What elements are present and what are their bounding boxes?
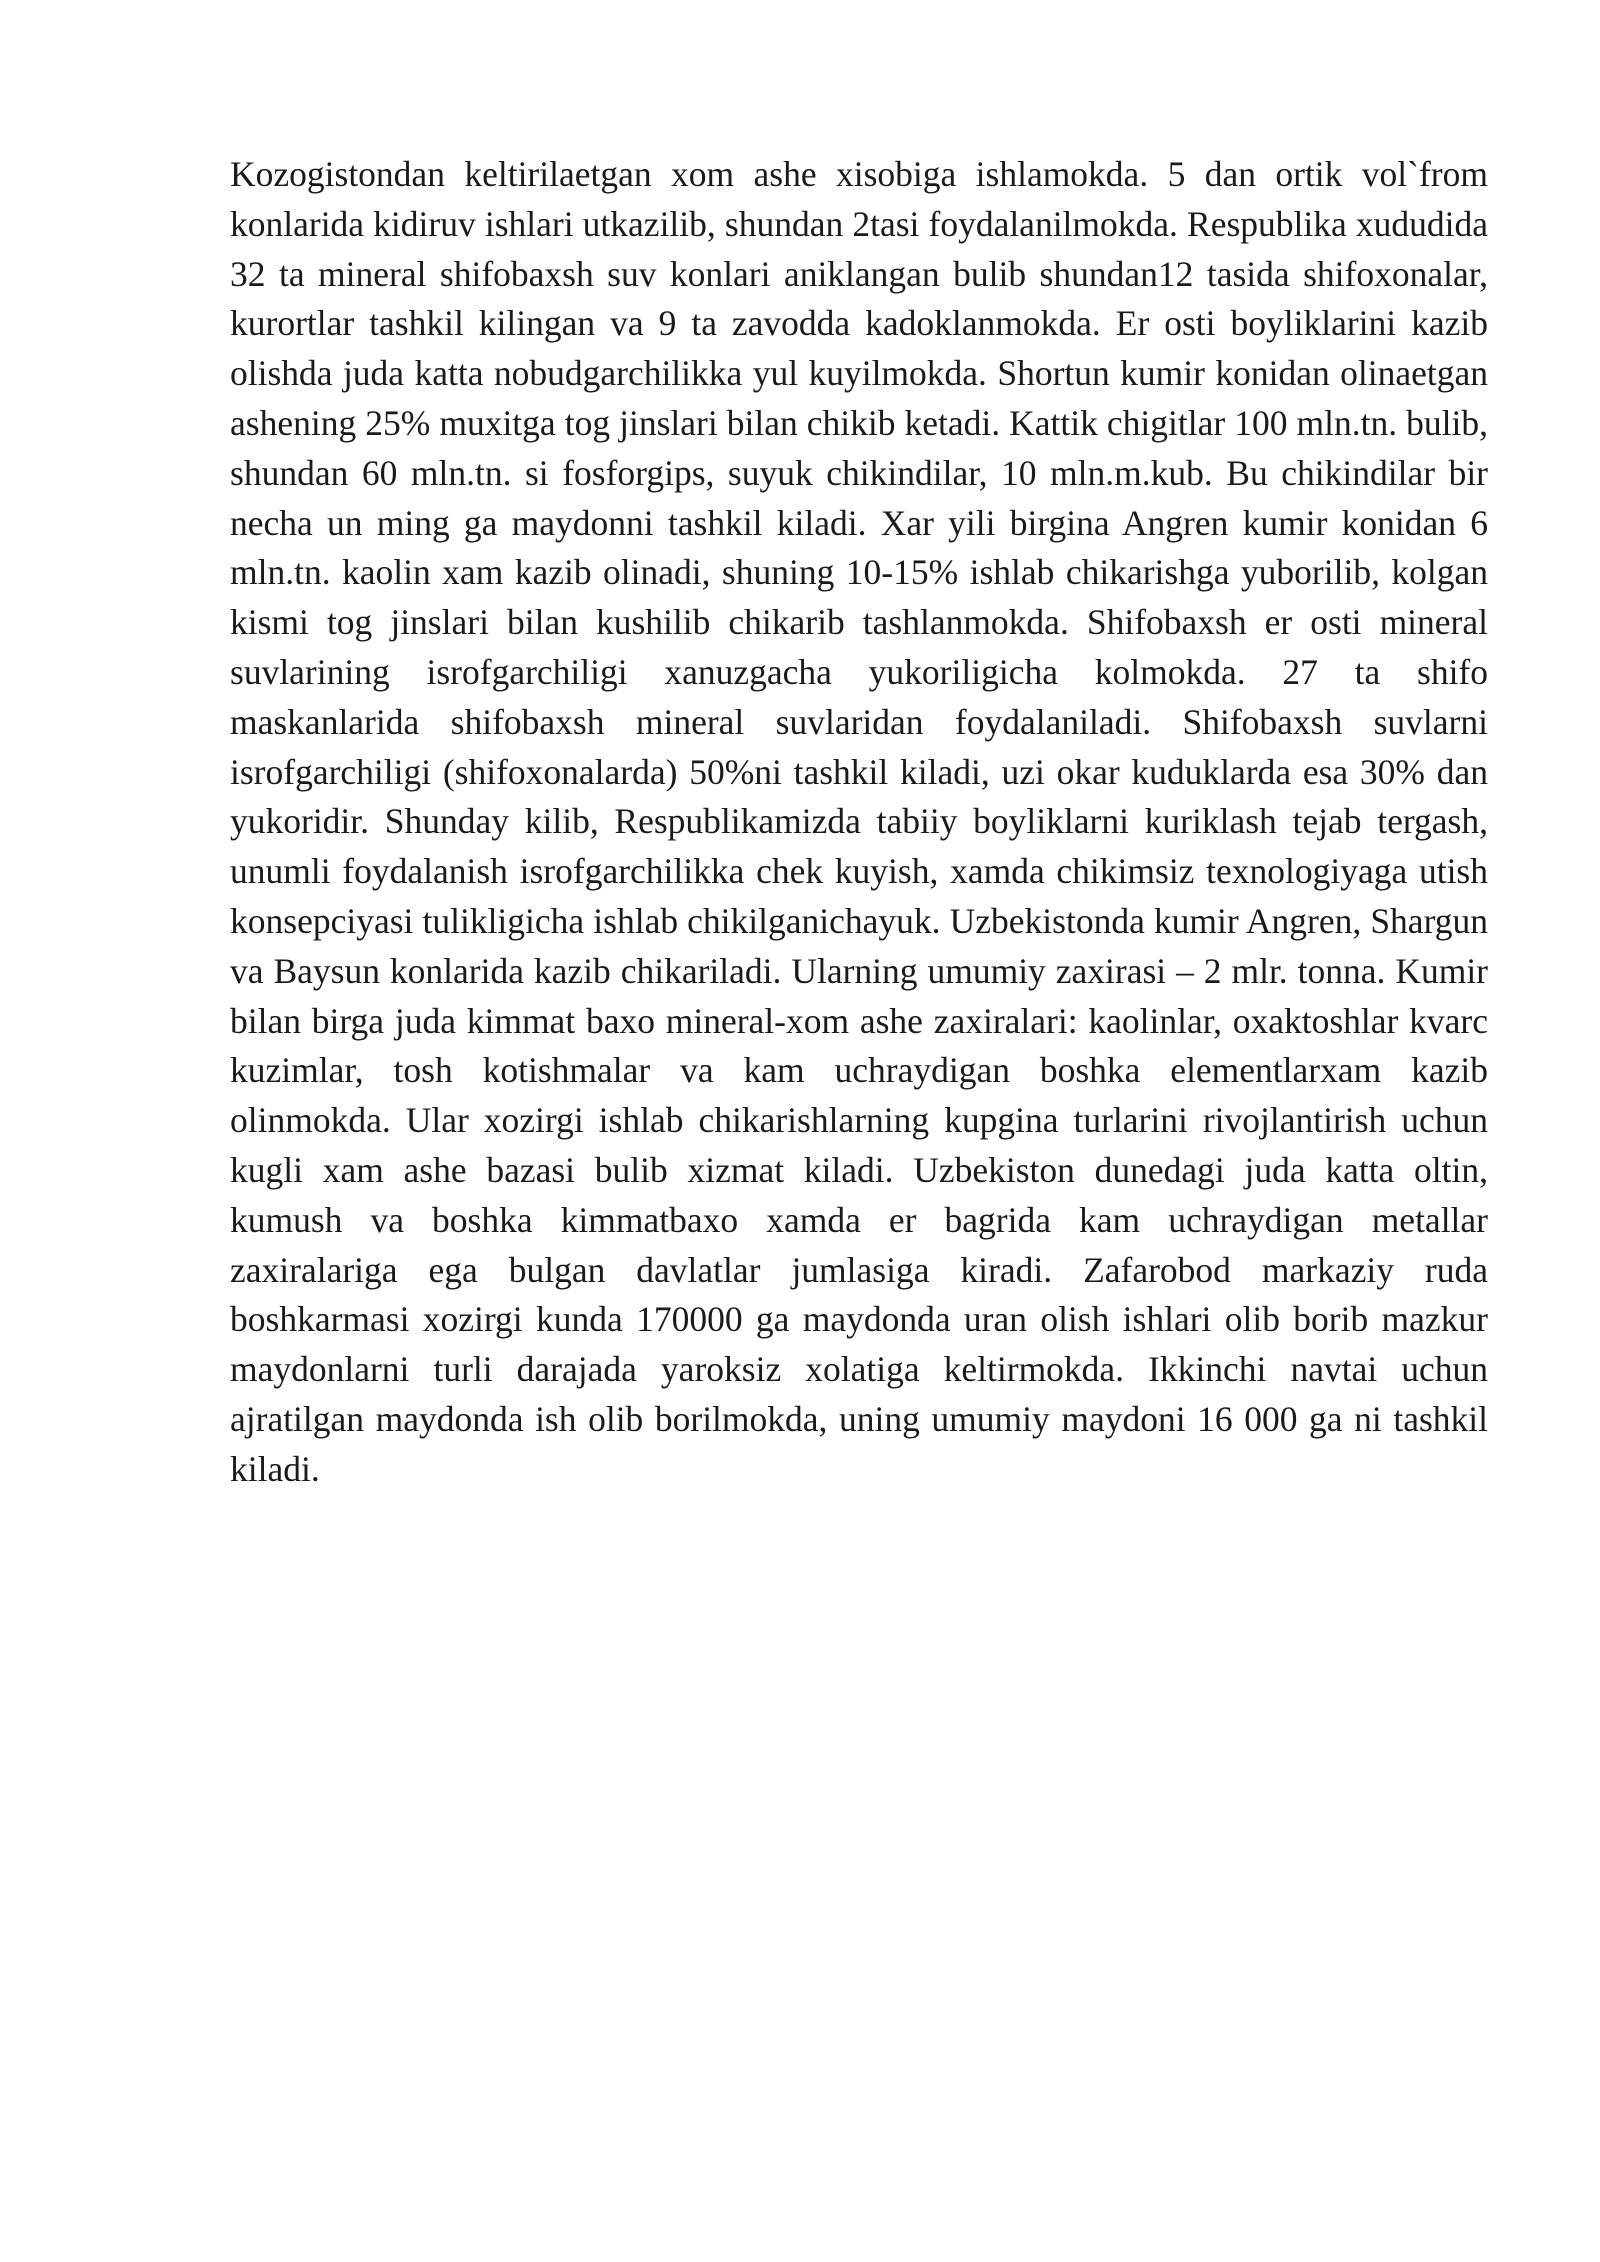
body-paragraph: Kozogistondan keltirilaetgan xom ashe xisobiga ishlamokda. 5 dan ortik vol`from konlarida kidiruv ishlari utkazilib, shundan 2tasi foydalanilmokda. Respublika xududida 32 ta mineral shifobaxsh suv konlari aniklangan bulib shundan12 tasida shifoxonalar, kurortlar tashkil kilingan va 9 ta zavodda kadoklanmokda. Er osti boyliklarini kazib olishda juda katta nobudgarchilikka yul kuyilmokda. Shortun kumir konidan olinaetgan ashening 25% muxitga tog jinslari bilan chikib ketadi. Kattik chigitlar 100 mln.tn. bulib, shundan 60 mln.tn. si fosforgips, suyuk chikindilar, 10 mln.m.kub. Bu chikindilar bir necha un ming ga maydonni tashkil kiladi. Xar yili birgina Angren kumir konidan 6 mln.tn. kaolin xam kazib olinadi, shuning 10-15% ishlab chikarishga yuborilib, kolgan kismi tog jinslari bilan kushilib chikarib tashlanmokda. Shifobaxsh er osti mineral suvlarining isrofgarchiligi xanuzgacha yukoriligicha kolmokda. 27 ta shifo maskanlarida shifobaxsh mineral suvlaridan foydalaniladi. Shifobaxsh suvlarni isrofgarchiligi (shifoxonalarda) 50%ni tashkil kiladi, uzi okar kuduklarda esa 30% dan yukoridir. Shunday kilib, Respublikamizda tabiiy boyliklarni kuriklash tejab tergash, unumli foydalanish isrofgarchilikka chek kuyish, xamda chikimsiz texnologiyaga utish konsepciyasi tulikligicha ishlab chikilganichayuk. Uzbekistonda kumir Angren, Shargun va Baysun konlarida kazib chikariladi. Ularning umumiy zaxirasi – 2 mlr. tonna. Kumir bilan birga juda kimmat baxo mineral-xom ashe zaxiralari: kaolinlar, oxaktoshlar kvarc kuzimlar, tosh kotishmalar va kam uchraydigan boshka elementlarxam kazib olinmokda. Ular xozirgi ishlab chikarishlarning kupgina turlarini rivojlantirish uchun kugli xam ashe bazasi bulib xizmat kiladi. Uzbekiston dunedagi juda katta oltin, kumush va boshka kimmatbaxo xamda er bagrida kam uchraydigan metallar zaxiralariga ega bulgan davlatlar jumlasiga kiradi. Zafarobod markaziy ruda boshkarmasi xozirgi kunda 170000 ga maydonda uran olish ishlari olib borib mazkur maydonlarni turli darajada yaroksiz xolatiga keltirmokda. Ikkinchi navtai uchun ajratilgan maydonda ish olib borilmokda, uning umumiy maydoni 16 000 ga ni tashkil kiladi. [230, 154, 1488, 1489]
